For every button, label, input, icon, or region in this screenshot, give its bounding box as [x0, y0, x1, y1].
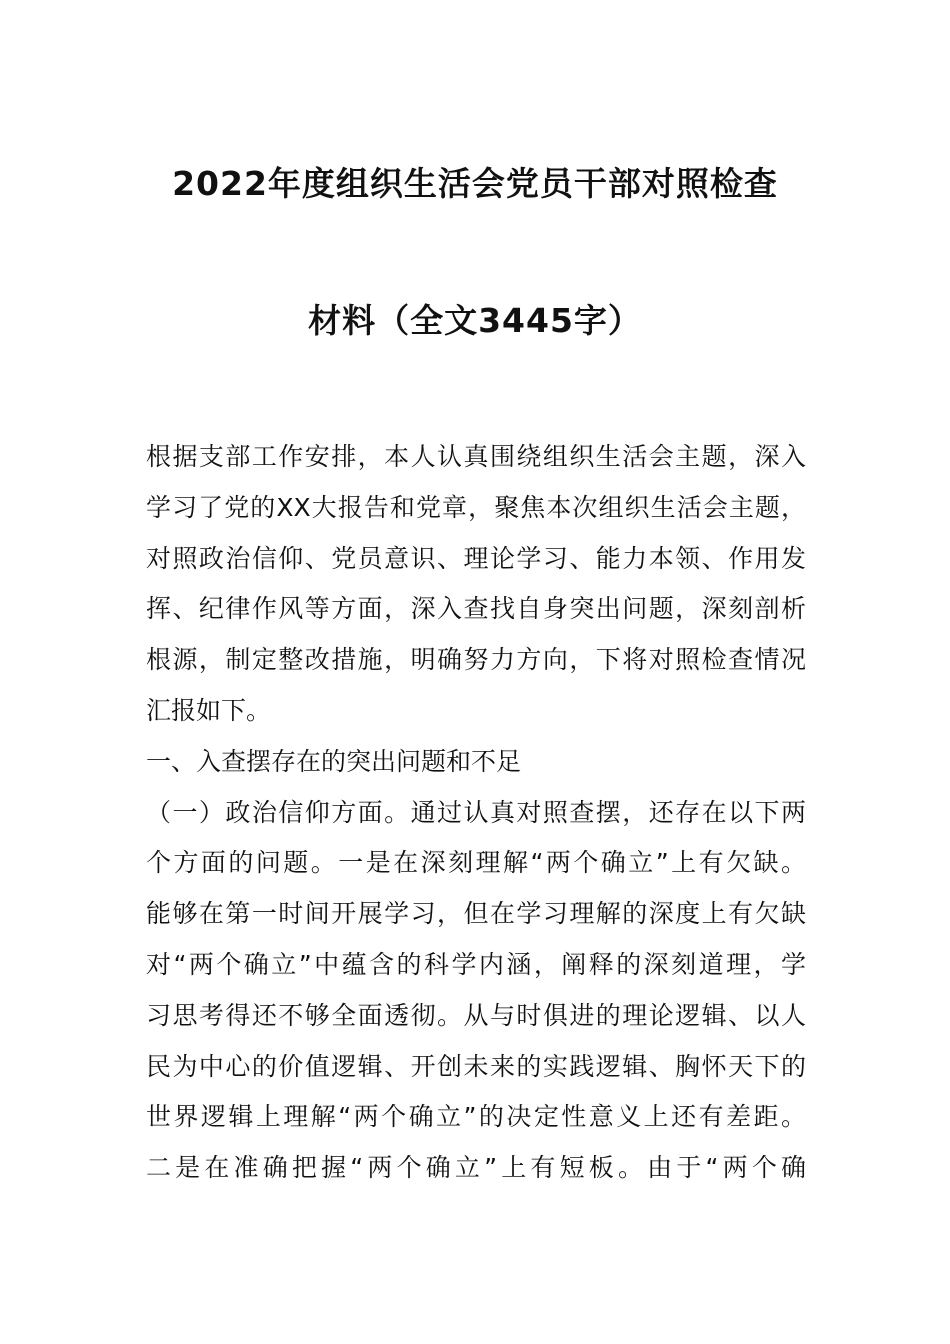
body-line: 个方面的问题。一是在深刻理解“两个确立”上有欠缺。 [146, 848, 806, 878]
body-line: 根源，制定整改措施，明确努力方向，下将对照检查情况 [146, 645, 806, 675]
body-line: 学习了党的XX大报告和党章，聚焦本次组织生活会主题， [146, 492, 806, 522]
body-line: 挥、纪律作风等方面，深入查找自身突出问题，深刻剖析 [146, 594, 806, 624]
section-heading: 一、入查摆存在的突出问题和不足 [146, 746, 522, 776]
body-line: 习思考得还不够全面透彻。从与时俱进的理论逻辑、以人 [146, 1000, 806, 1030]
document-title-line-1: 2022年度组织生活会党员干部对照检查 [172, 164, 778, 203]
document-body [146, 432, 806, 1194]
body-line: （一）政治信仰方面。通过认真对照查摆，还存在以下两 [146, 797, 806, 827]
body-line: 二是在准确把握“两个确立”上有短板。由于“两个确 [146, 1153, 806, 1183]
body-line: 世界逻辑上理解“两个确立”的决定性意义上还有差距。 [146, 1102, 806, 1132]
body-line: 根据支部工作安排，本人认真围绕组织生活会主题，深入 [146, 442, 806, 471]
body-line: 汇报如下。 [146, 695, 272, 725]
body-line: 对照政治信仰、党员意识、理论学习、能力本领、作用发 [146, 543, 806, 573]
document-title-line-2: 材料（全文3445字） [308, 301, 642, 340]
body-line: 对“两个确立”中蕴含的科学内涵，阐释的深刻道理，学 [146, 949, 806, 979]
body-line: 民为中心的价值逻辑、开创未来的实践逻辑、胸怀天下的 [146, 1051, 806, 1081]
body-line: 能够在第一时间开展学习，但在学习理解的深度上有欠缺 [146, 899, 806, 929]
